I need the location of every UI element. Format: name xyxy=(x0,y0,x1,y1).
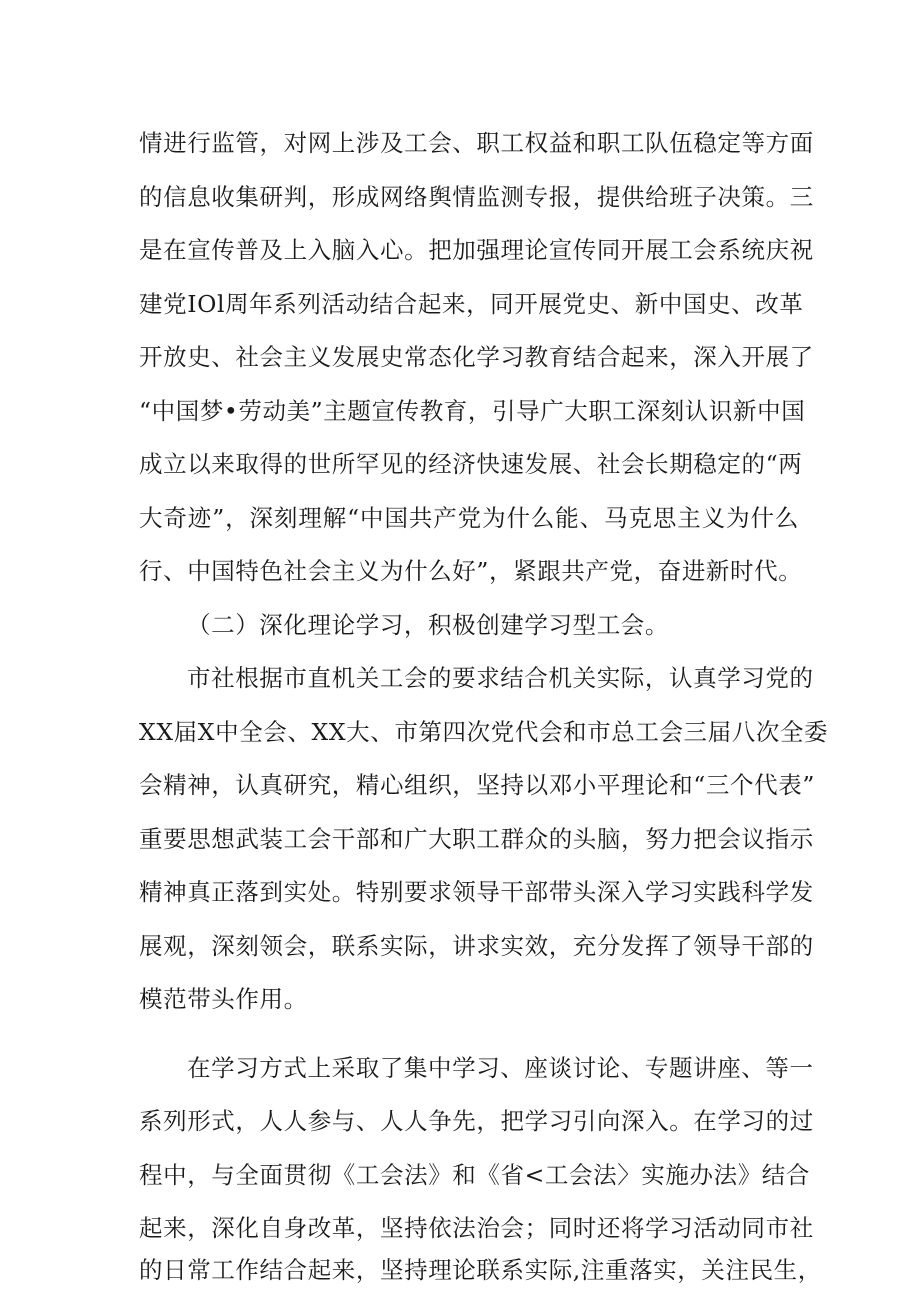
text-line: 的日常工作结合起来，坚持理论联系实际,注重落实，关注民生， xyxy=(139,1256,822,1284)
text-line: 行、中国特色社会主义为什么好”，紧跟共产党，奋进新时代。 xyxy=(139,557,803,585)
text-line: 是在宣传普及上入脑入心。把加强理论宣传同开展工会系统庆祝 xyxy=(139,236,814,264)
text-line: 情进行监管，对网上涉及工会、职工权益和职工队伍稳定等方面 xyxy=(139,129,814,157)
text-line: 模范带头作用。 xyxy=(139,985,308,1013)
paragraph-first-line: 市社根据市直机关工会的要求结合机关实际，认真学习党的 xyxy=(187,664,814,692)
text-line: 开放史、社会主义发展史常态化学习教育结合起来，深入开展了 xyxy=(139,343,814,371)
text-line: 成立以来取得的世所罕见的经济快速发展、社会长期稳定的“两 xyxy=(139,450,803,478)
text-line: 的信息收集研判，形成网络舆情监测专报，提供给班子决策。三 xyxy=(139,183,814,211)
text-line: 系列形式，人人参与、人人争先，把学习引向深入。在学习的过 xyxy=(139,1107,814,1135)
text-line: 会精神，认真研究，精心组织，坚持以邓小平理论和“三个代表” xyxy=(139,771,815,799)
text-line: “中国梦•劳动美”主题宣传教育，引导广大职工深刻认识新中国 xyxy=(139,397,806,425)
text-line: 大奇迹”，深刻理解“中国共产党为什么能、马克思主义为什么 xyxy=(139,504,799,532)
paragraph-first-line: 在学习方式上采取了集中学习、座谈讨论、专题讲座、等一 xyxy=(187,1054,814,1082)
text-line: XX届X中全会、XX大、市第四次党代会和市总工会三届八次全委 xyxy=(139,718,829,746)
text-line: 展观，深刻领会，联系实际，讲求实效，充分发挥了领导干部的 xyxy=(139,932,814,960)
section-heading: （二）深化理论学习，积极创建学习型工会。 xyxy=(187,611,669,639)
text-line: 建党IOl周年系列活动结合起来，同开展党史、新中国史、改革 xyxy=(139,290,804,318)
text-line: 重要思想武装工会干部和广大职工群众的头脑，努力把会议指示 xyxy=(139,825,814,853)
text-line: 起来，深化自身改革，坚持依法治会；同时还将学习活动同市社 xyxy=(139,1214,814,1242)
text-line: 精神真正落到实处。特别要求领导干部带头深入学习实践科学发 xyxy=(139,878,814,906)
text-line: 程中，与全面贯彻《工会法》和《省<工会法〉实施办法》结合 xyxy=(139,1161,810,1189)
